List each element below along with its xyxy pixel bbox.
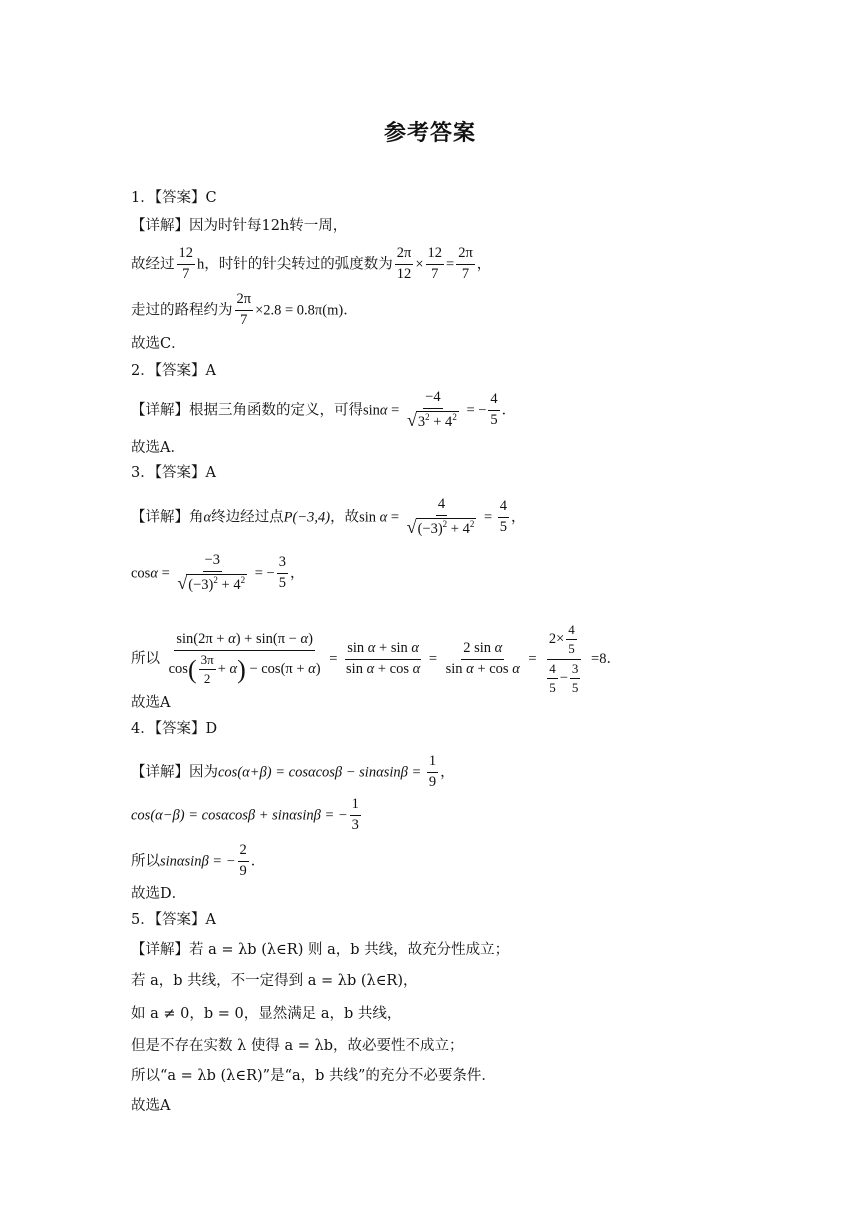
q4-line2: cos(α−β) = cosαcosβ + sinαsinβ = − $\frac{1}{3}$ bbox=[131, 796, 359, 833]
q2-line1: 【详解】根据三角函数的定义，可得sinα = −4 √ $3^2 + 4^2$ = − $\frac{4}{5}$ ． bbox=[131, 389, 517, 430]
q5-line1: 【详解】若 a = λb (λ∈R) 则 a，b 共线，故充分性成立； bbox=[131, 942, 510, 958]
q4-conclusion: 故选D． bbox=[131, 886, 187, 902]
q1-header: 1．【答案】C bbox=[131, 190, 217, 206]
q5-line3: 如 a ≠ 0，b = 0，显然满足 a，b 共线， bbox=[131, 1006, 402, 1022]
q3-header: 3．【答案】A bbox=[131, 465, 216, 481]
page-title: 参考答案 bbox=[383, 121, 476, 146]
q3-line1: 【详解】角α终边经过点P(−3,4)，故sin α = 4 √ $(-3)^2 + 4^2$ = $\frac{4}{5}$ ， bbox=[131, 496, 526, 537]
q3-conclusion: 故选A bbox=[131, 695, 171, 711]
q4-header: 4．【答案】D bbox=[131, 721, 218, 737]
q4-line3: 所以sinαsinβ = − $\frac{2}{9}$ ． bbox=[131, 842, 266, 879]
q4-line1: 【详解】因为cos(α+β) = cosαcosβ − sinαsinβ = $\frac{1}{9}$ ， bbox=[131, 753, 455, 790]
q1-line1: 【详解】因为时针每12h转一周， bbox=[131, 218, 348, 234]
q5-line5: 所以“a = λb (λ∈R)”是“a，b 共线”的充分不必要条件． bbox=[131, 1068, 496, 1084]
q3-line2: cosα = −3 √ $(-3)^2 + 4^2$ = − $\frac{3}{5}$ ， bbox=[131, 552, 305, 593]
q1-conclusion: 故选C． bbox=[131, 336, 186, 352]
q1-line3: 走过的路程约为 $\frac{2\pi}{7}$ ×2.8 = 0.8π(m)． bbox=[131, 291, 358, 328]
q2-conclusion: 故选A． bbox=[131, 440, 185, 456]
q5-line2: 若 a，b 共线，不一定得到 a = λb (λ∈R)， bbox=[131, 973, 418, 989]
fraction: $\frac{12}{7}$ bbox=[178, 245, 193, 282]
q5-header: 5．【答案】A bbox=[131, 912, 216, 928]
q2-header: 2．【答案】A bbox=[131, 363, 216, 379]
q3-line3: 所以 sin(2π + α) + sin(π − α) cos( $\frac{3\pi}{2}$ + α) − cos(π + α) = $\frac{\text{sin α + sin α}}{\text{sin α + cos α}}$ = $\frac{\text{2 sin α}}{\text{sin α + cos α}}$ = 2× $\frac{4}{5}$ $\frac{4}{5}$ − $\frac{3}{5}$ =8． bbox=[131, 622, 621, 695]
q1-line2: 故经过 $\frac{12}{7}$ h，时针的针尖转过的弧度数为 $\frac{2\pi}{12}$ × $\frac{12}{7}$ = $\frac{2\pi}{7}$ ， bbox=[131, 245, 492, 282]
q5-line4: 但是不存在实数 λ 使得 a = λb，故必要性不成立； bbox=[131, 1038, 464, 1054]
q5-conclusion: 故选A bbox=[131, 1098, 171, 1114]
